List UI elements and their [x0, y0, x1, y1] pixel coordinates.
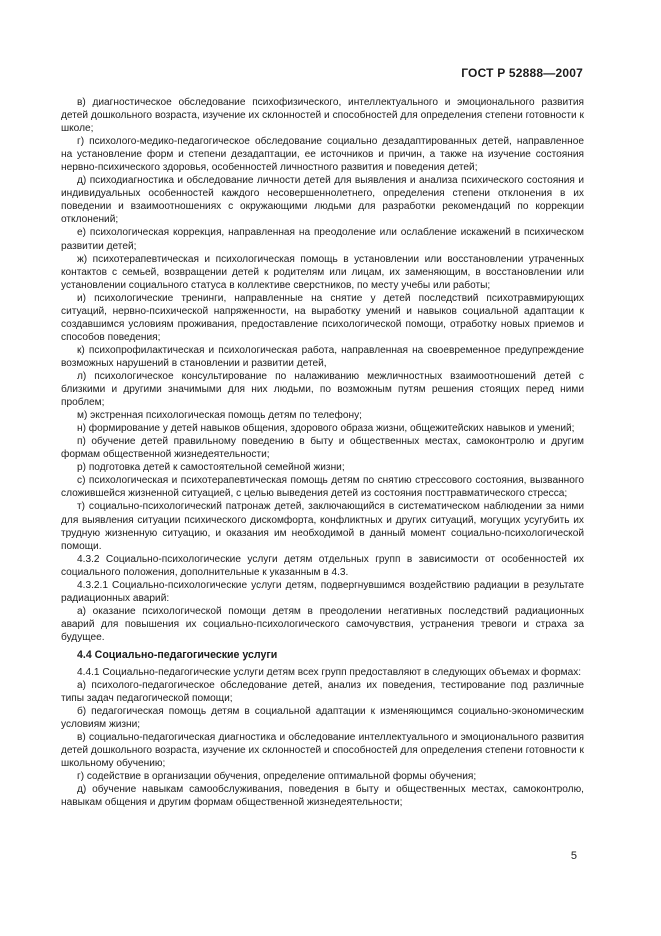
list-item-g: г) психолого-медико-педагогическое обследование социально дезадаптированных детей, направленное на установление форм и степени дезадаптации, ее источников и причин, а также на изучение состояния нервно-психического здоровья, особенностей личностного развития и поведения детей;	[61, 136, 584, 174]
document-header: ГОСТ Р 52888—2007	[461, 66, 583, 80]
list-item-k: к) психопрофилактическая и психологическая работа, направленная на своевременное предупреждение возможных нарушений в становлении и развитии детей,	[61, 344, 584, 369]
clause-4-3-2: 4.3.2 Социально-психологические услуги детям отдельных групп в зависимости от особенностей их социального положения, дополнительные к указанным в 4.3.	[61, 553, 584, 578]
list-item-m: м) экстренная психологическая помощь детям по телефону;	[77, 410, 362, 422]
list-item-l: л) психологическое консультирование по налаживанию межличностных взаимоотношений детей с близкими и другими значимыми для них людьми, по возможным путям решения стоящих перед ними проблем;	[61, 370, 584, 409]
list-item-p: п) обучение детей правильному поведению в быту и общественных местах, самоконтролю и другим формам общественной жизнедеятельности;	[61, 436, 584, 461]
clause-4-4-1-item-v: в) социально-педагогическая диагностика и обследование интеллектуального и эмоционального развития детей дошкольного возраста, изучение их склонностей и способностей для определения степени готовности к школьному обучению;	[61, 732, 584, 770]
list-item-t: т) социально-психологический патронаж детей, заключающийся в систематическом наблюдении за ними для выявления ситуации психического дискомфорта, конфликтных и других ситуаций, могущих усугубить их трудную жизненную ситуацию, и оказания им необходимой в данный момент социально-психологической помощи.	[61, 501, 584, 552]
clause-4-4-1: 4.4.1 Социально-педагогические услуги детям всех групп предоставляют в следующих объемах и формах:	[77, 667, 582, 679]
list-item-d: д) психодиагностика и обследование личности детей для выявления и анализа психического состояния и индивидуальных особенностей каждого несовершеннолетнего, определения степени отклонения в их поведении и взаимоотношениях с окружающими людьми для разработки рекомендаций по коррекции отклонений;	[61, 175, 584, 226]
list-item-r: р) подготовка детей к самостоятельной семейной жизни;	[77, 462, 345, 474]
clause-4-3-2-1-item-a: а) оказание психологической помощи детям в преодолении негативных последствий радиационных аварий для повышения их социально-психологического самочувствия, устранения тревоги и страха за будущее.	[61, 605, 584, 643]
list-item-i: и) психологические тренинги, направленные на снятие у детей последствий психотравмирующих ситуаций, нервно-психической напряженности, на выработку умений и навыков социальной адаптации к создавшимся условиям проживания, предоставление психологической помощи, отработку новых приемов и способов поведения;	[61, 292, 584, 343]
clause-4-3-2-1: 4.3.2.1 Социально-психологические услуги детям, подвергнувшимся воздействию радиации в результате радиационных аварий:	[61, 579, 584, 604]
page-number: 5	[570, 850, 577, 862]
clause-4-4-1-item-g: г) содействие в организации обучения, определение оптимальной формы обучения;	[77, 771, 477, 783]
clause-4-4-1-item-d: д) обучение навыкам самообслуживания, поведения в быту и общественных местах, самоконтролю, навыкам общения и другим формам общественной жизнедеятельности;	[61, 784, 584, 809]
section-heading-4-4: 4.4 Социально-педагогические услуги	[77, 648, 278, 661]
list-item-n: н) формирование у детей навыков общения, здорового образа жизни, общежитейских навыков и умений;	[77, 423, 575, 435]
list-item-v: в) диагностическое обследование психофизического, интеллектуального и эмоционального развития детей дошкольного возраста, изучение их склонностей и способностей для определения степени готовности к школе;	[61, 97, 584, 135]
list-item-zh: ж) психотерапевтическая и психологическая помощь в установлении или восстановлении утраченных контактов с семьей, возвращении детей к родителям или лицам, их заменяющим, в восстановлении или установлении социального статуса в коллективе сверстников, по месту учебы или работы;	[61, 253, 584, 291]
clause-4-4-1-item-b: б) педагогическая помощь детям в социальной адаптации к изменяющимся социально-экономическим условиям жизни;	[61, 706, 584, 731]
list-item-s: с) психологическая и психотерапевтическая помощь детям по снятию стрессового состояния, вызванного сложившейся жизненной ситуацией, с целью выведения детей из состояния посттравматического стресса;	[61, 475, 584, 500]
clause-4-4-1-item-a: а) психолого-педагогическое обследование детей, анализ их поведения, тестирование под различные типы задач педагогической помощи;	[61, 680, 584, 705]
document-body	[61, 96, 584, 810]
list-item-e: е) психологическая коррекция, направленная на преодоление или ослабление искажений в психическом развитии детей;	[61, 227, 584, 252]
